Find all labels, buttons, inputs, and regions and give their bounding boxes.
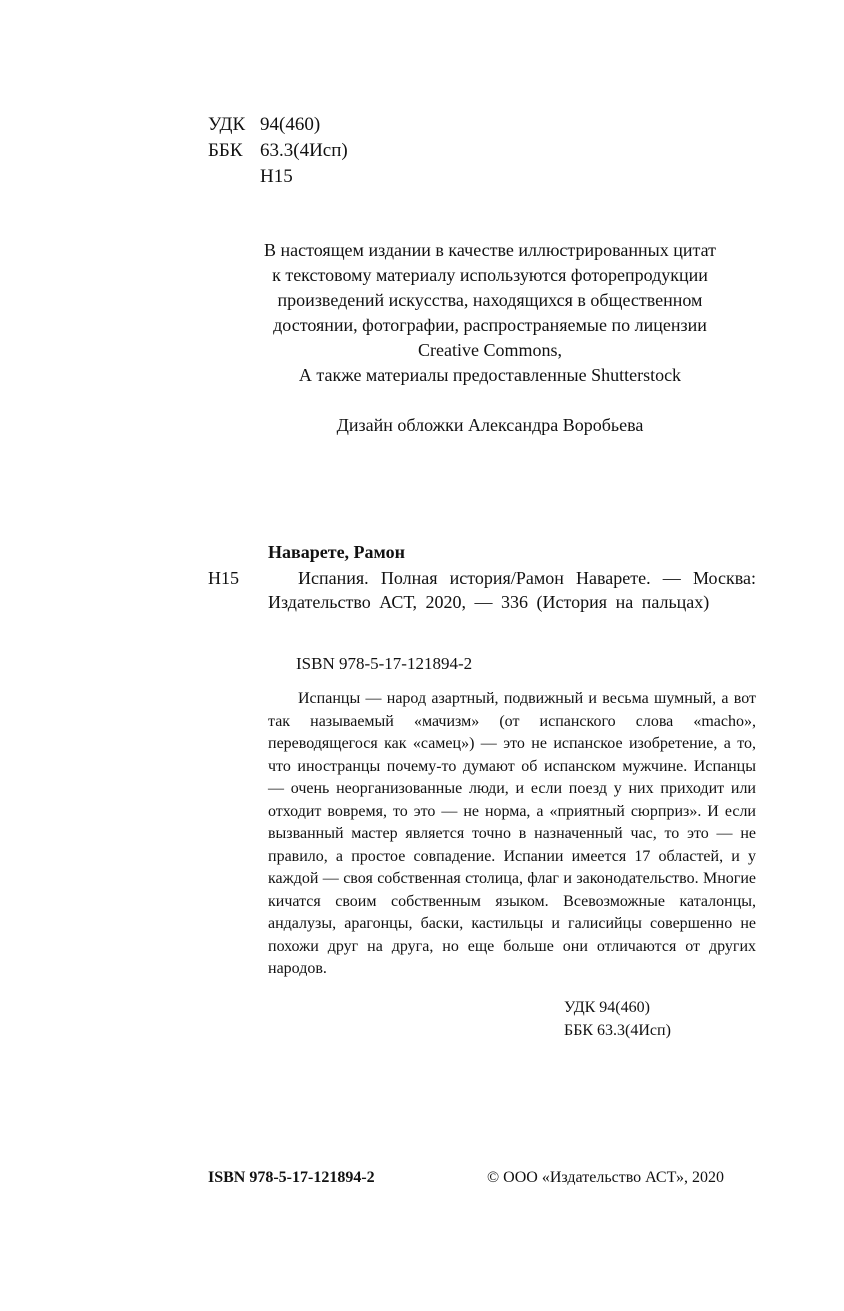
notice-line: достоянии, фотографии, распространяемые по лицензии xyxy=(273,315,707,335)
notice-line: Creative Commons, xyxy=(418,340,562,360)
footer-copyright: © ООО «Издательство АСТ», 2020 xyxy=(487,1169,724,1186)
author-mark: Н15 xyxy=(260,166,293,187)
bbk-value: 63.3(4Исп) xyxy=(260,140,348,161)
udk-value: 94(460) xyxy=(260,114,321,135)
notice-line: А также материалы предоставленные Shutterstock xyxy=(298,365,682,385)
bbk-label: ББК xyxy=(208,140,243,161)
bib-author-mark: Н15 xyxy=(208,568,239,588)
author-name: Наварете, Рамон xyxy=(268,542,405,562)
annotation-udk: УДК 94(460) xyxy=(564,999,650,1016)
notice-line: к текстовому материалу используются фоторепродукции xyxy=(272,265,708,285)
annotation-bbk: ББК 63.3(4Исп) xyxy=(564,1022,671,1039)
cover-design-credit: Дизайн обложки Александра Воробьева xyxy=(336,415,644,435)
bibliographic-description: Испания. Полная история/Рамон Наварете. — Москва: Издательство АСТ, 2020, — 336 (История на пальцах) xyxy=(268,568,756,612)
bib-isbn: ISBN 978-5-17-121894-2 xyxy=(296,654,473,673)
notice-line: В настоящем издании в качестве иллюстрированных цитат xyxy=(264,240,716,260)
annotation-text: Испанцы — народ азартный, подвижный и весьма шумный, а вот так называемый «мачизм» (от испанского слова «macho», переводящегося как «самец») — это не испанское изобретение, а то, что иностранцы почему-то думают об испанском мужчине. Испанцы — очень неорганизованные люди, и если поезд у них приходит или отходит вовремя, то это — не норма, а «приятный сюрприз». И если вызванный мастер является точно в назначенный час, то это — не правило, а простое совпадение. Испании имеется 17 областей, и у каждой — своя собственная столица, флаг и законодательство. Многие кичатся своим собственным языком. Всевозможные каталонцы, андалузы, арагонцы, баски, кастильцы и галисийцы совершенно не похожи друг на друга, но еще больше они отличаются от других народов. xyxy=(268,690,756,977)
notice-line: произведений искусства, находящихся в общественном xyxy=(277,290,703,310)
footer-isbn: ISBN 978-5-17-121894-2 xyxy=(208,1169,375,1186)
illustration-notice xyxy=(180,238,800,388)
udk-label: УДК xyxy=(208,114,246,135)
